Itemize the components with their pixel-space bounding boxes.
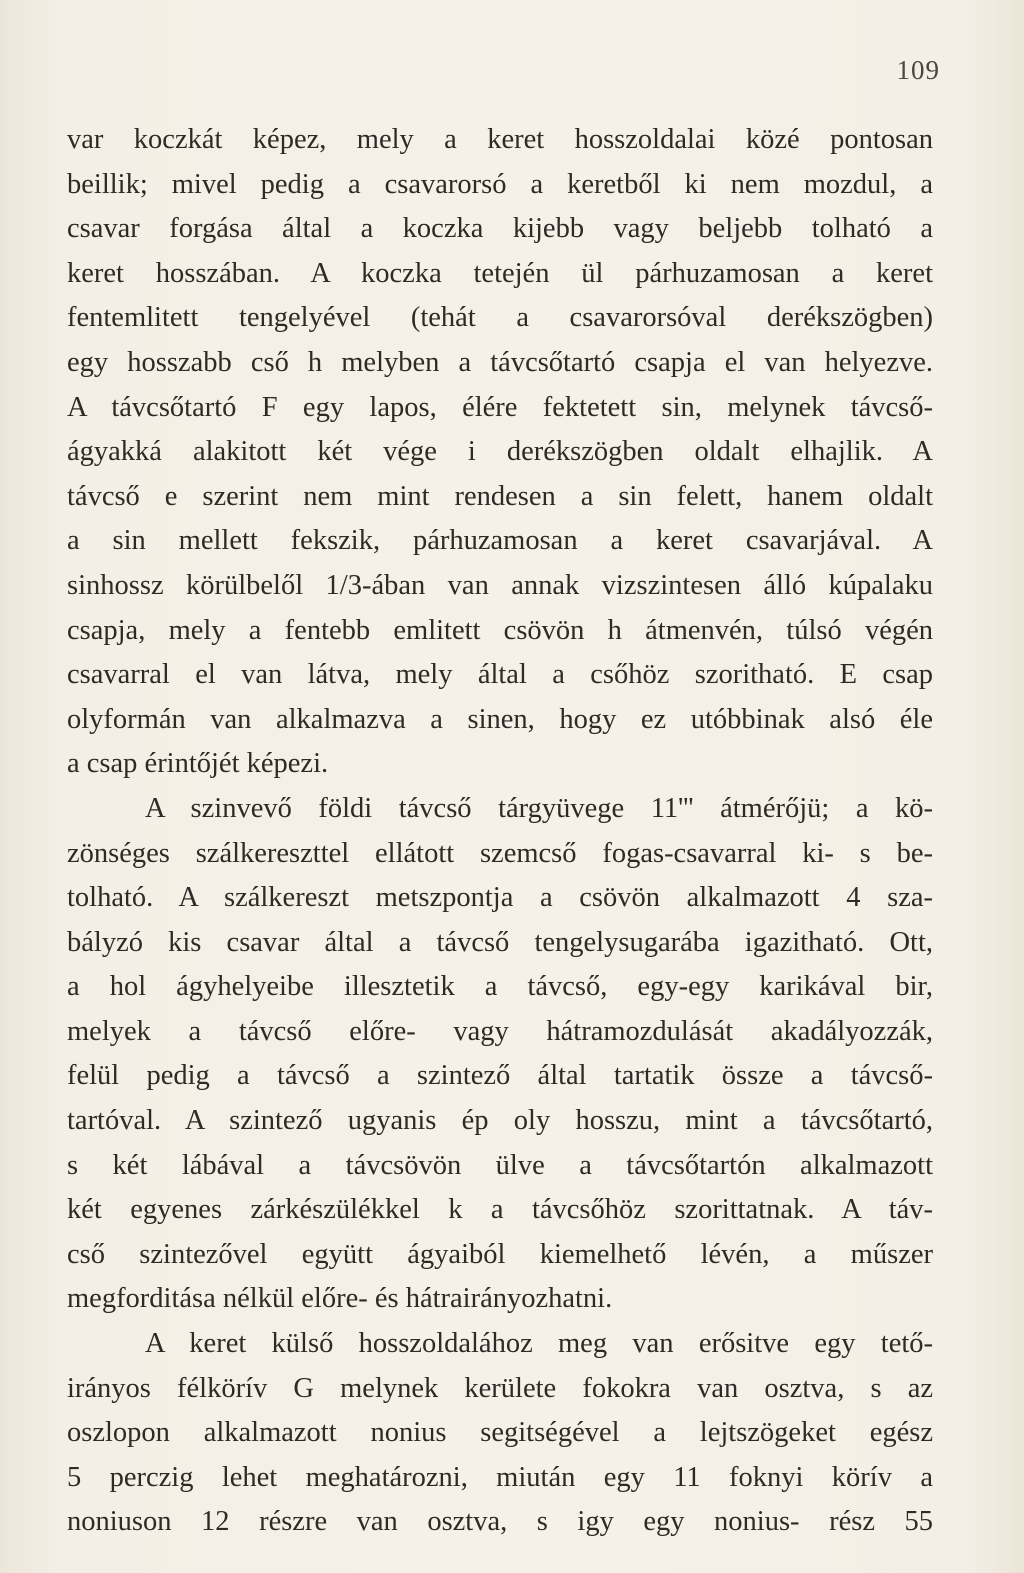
text-line: egy hosszabb cső h melyben a távcsőtartó csapja el van helyezve. (67, 346, 933, 378)
text-line: zönséges szálkereszttel ellátott szemcső fogas-csavarral ki- s be- (67, 837, 933, 869)
text-line: var koczkát képez, mely a keret hosszoldalai közé pontosan (67, 124, 933, 155)
text-line: megforditása nélkül előre- és hátrairányozhatni. (67, 1283, 613, 1315)
text-line: a hol ágyhelyeibe illesztetik a távcső, egy-egy karikával bir, (67, 971, 933, 1003)
text-line: beillik; mivel pedig a csavarorsó a keretből ki nem mozdul, a (67, 168, 933, 200)
text-line: csavar forgása által a koczka kijebb vagy beljebb tolható a (67, 213, 933, 245)
text-line: 5 perczig lehet meghatározni, miután egy 11 foknyi körív a (67, 1461, 933, 1493)
text-line: tartóval. A szintező ugyanis ép oly hosszu, mint a távcsőtartó, (67, 1105, 933, 1137)
text-line: bályzó kis csavar által a távcső tengelysugarába igazitható. Ott, (67, 926, 933, 958)
text-line: olyformán van alkalmazva a sinen, hogy ez utóbbinak alsó éle (67, 703, 933, 735)
text-line: s két lábával a távcsövön ülve a távcsőtartón alkalmazott (67, 1149, 933, 1181)
text-line: sinhossz körülbelől 1/3-ában van annak vizszintesen álló kúpalaku (67, 569, 933, 601)
text-line: csavarral el van látva, mely által a csőhöz szoritható. E csap (67, 659, 933, 691)
text-line: két egyenes zárkészülékkel k a távcsőhöz szorittatnak. A táv- (67, 1194, 933, 1226)
text-line: A keret külső hosszoldalához meg van erősitve egy tető- (145, 1328, 933, 1360)
text-line: felül pedig a távcső a szintező által tartatik össze a távcső- (67, 1060, 933, 1092)
text-line: keret hosszában. A koczka tetején ül párhuzamosan a keret (67, 257, 933, 289)
text-line: A szinvevő földi távcső tárgyüvege 11''' átmérőjü; a kö- (145, 792, 933, 824)
text-line: A távcsőtartó F egy lapos, élére fektetett sin, melynek távcső- (67, 391, 933, 423)
text-line: noniuson 12 részre van osztva, s igy egy nonius- rész 55 (67, 1506, 933, 1538)
text-line: távcső e szerint nem mint rendesen a sin felett, hanem oldalt (67, 480, 933, 512)
page-number: 109 (896, 55, 940, 85)
text-line: melyek a távcső előre- vagy hátramozdulását akadályozzák, (67, 1015, 933, 1047)
body-text (67, 118, 933, 1545)
text-line: cső szintezővel együtt ágyaiból kiemelhető lévén, a műszer (67, 1238, 933, 1270)
text-line: csapja, mely a fentebb emlitett csövön h átmenvén, túlsó végén (67, 614, 933, 646)
text-line: oszlopon alkalmazott nonius segitségével a lejtszögeket egész (67, 1417, 933, 1449)
text-line: irányos félkörív G melynek kerülete fokokra van osztva, s az (67, 1372, 933, 1404)
text-line: a csap érintőjét képezi. (67, 748, 329, 780)
text-line: tolható. A szálkereszt metszpontja a csövön alkalmazott 4 sza- (67, 882, 933, 914)
text-line: fentemlitett tengelyével (tehát a csavarorsóval derékszögben) (67, 302, 933, 334)
text-line: a sin mellett fekszik, párhuzamosan a keret csavarjával. A (67, 525, 933, 557)
text-line: ágyakká alakitott két vége i derékszögben oldalt elhajlik. A (67, 436, 933, 468)
